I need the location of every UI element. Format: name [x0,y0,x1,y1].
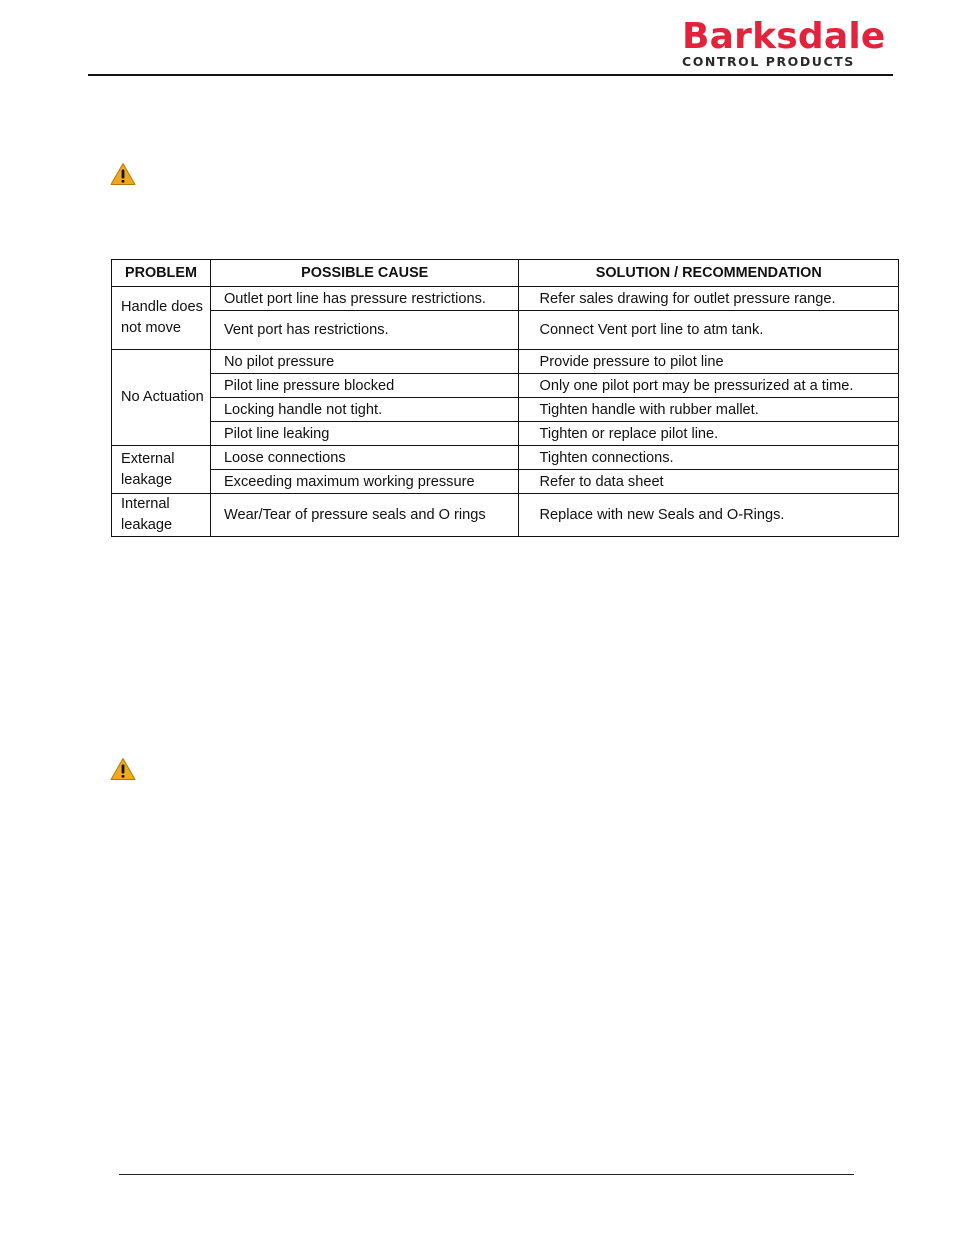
solution-cell: Tighten or replace pilot line. [519,422,899,446]
header-rule [88,74,893,76]
cause-cell: Wear/Tear of pressure seals and O rings [210,494,519,537]
cause-cell: Vent port has restrictions. [210,311,519,350]
problem-cell: External leakage [112,446,211,494]
cause-cell: Loose connections [210,446,519,470]
problem-cell: Internal leakage [112,494,211,537]
warning-icon [110,757,136,781]
cause-cell: Outlet port line has pressure restrictions. [210,287,519,311]
table-row [112,446,899,470]
cause-cell: Pilot line pressure blocked [210,374,519,398]
problem-cell: Handle does not move [112,287,211,350]
table-row [112,470,899,494]
logo-tagline: CONTROL PRODUCTS [682,54,855,69]
solution-cell: Tighten connections. [519,446,899,470]
warning-icon [110,162,136,186]
table-row [112,398,899,422]
troubleshooting-table [111,259,899,537]
table-row [112,287,899,311]
solution-cell: Tighten handle with rubber mallet. [519,398,899,422]
table-header-row [112,260,899,287]
header-possible-cause: POSSIBLE CAUSE [210,260,519,287]
cause-cell: Exceeding maximum working pressure [210,470,519,494]
solution-cell: Refer sales drawing for outlet pressure range. [519,287,899,311]
brand-logo [682,16,886,69]
table-row [112,374,899,398]
table-row [112,422,899,446]
solution-cell: Refer to data sheet [519,470,899,494]
logo-wordmark: Barksdale [682,16,886,57]
solution-cell: Provide pressure to pilot line [519,350,899,374]
solution-cell: Connect Vent port line to atm tank. [519,311,899,350]
cause-cell: No pilot pressure [210,350,519,374]
problem-cell: No Actuation [112,350,211,446]
cause-cell: Pilot line leaking [210,422,519,446]
header-problem: PROBLEM [112,260,211,287]
table-row [112,350,899,374]
solution-cell: Only one pilot port may be pressurized at a time. [519,374,899,398]
header-solution: SOLUTION / RECOMMENDATION [519,260,899,287]
solution-cell: Replace with new Seals and O-Rings. [519,494,899,537]
table-row [112,494,899,537]
footer-rule [119,1174,854,1175]
cause-cell: Locking handle not tight. [210,398,519,422]
table-row [112,311,899,350]
